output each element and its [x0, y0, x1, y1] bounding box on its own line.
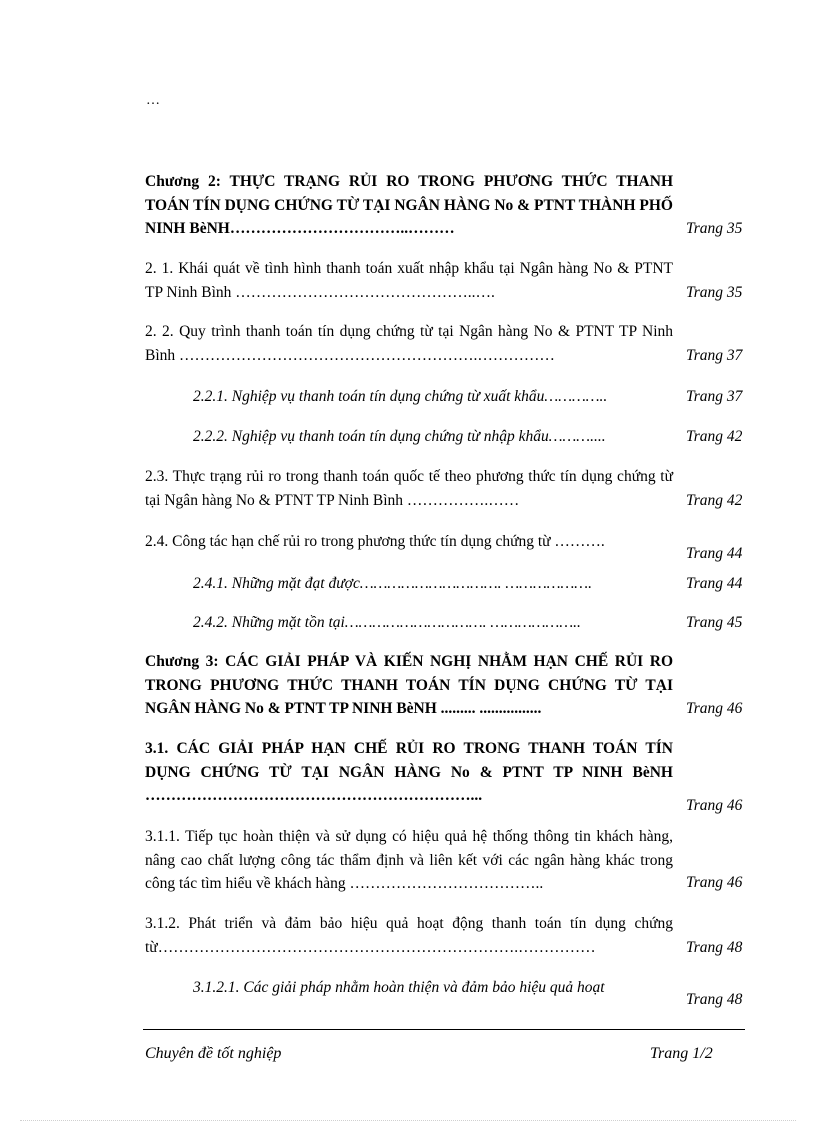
- toc-entry-page: Trang 42: [686, 428, 743, 445]
- toc-entry-text: 2. 1. Khái quát về tình hình thanh toán xuất nhập khẩu tại Ngân hàng No & PTNT TP Ninh Bình ………………………………………..….: [145, 260, 673, 301]
- toc-entry-text: 3.1.2. Phát triển và đảm bảo hiệu quả hoạt động thanh toán tín dụng chứng từ…………………………………………………………….……………: [145, 915, 673, 956]
- toc-entry-page: Trang 45: [686, 614, 743, 631]
- toc-entry-page: Trang 35: [686, 220, 743, 237]
- toc-entry-page: Trang 46: [686, 797, 743, 814]
- page-bottom-border: [20, 1120, 796, 1121]
- toc-entry-text: 2.4.2. Những mặt tồn tại…………………………. ………………..: [193, 614, 581, 631]
- toc-entry-page: Trang 46: [686, 700, 743, 717]
- toc-entry-page: Trang 44: [686, 545, 743, 562]
- footer-page-number: Trang 1/2: [650, 1045, 713, 1062]
- toc-entry-text: 3.1.2.1. Các giải pháp nhằm hoàn thiện và đảm bảo hiệu quả hoạt: [193, 979, 605, 996]
- footer-title: Chuyên đề tốt nghiệp: [145, 1045, 282, 1062]
- toc-entry-page: Trang 48: [686, 939, 743, 956]
- toc-entry-text: 2.3. Thực trạng rủi ro trong thanh toán quốc tế theo phương thức tín dụng chứng từ tại Ngân hàng No & PTNT TP Ninh Bình …………….……: [145, 468, 673, 509]
- toc-entry-text: 2.2.2. Nghiệp vụ thanh toán tín dụng chứng từ nhập khẩu………....: [193, 428, 606, 445]
- toc-entry-text: 3.1.1. Tiếp tục hoàn thiện và sử dụng có hiệu quả hệ thống thông tin khách hàng, nâng cao chất lượng công tác thẩm định và liên kết với các ngân hàng khác trong công tác tìm hiểu về khách hàng ………………………………..: [145, 828, 673, 892]
- toc-entry-page: Trang 46: [686, 874, 743, 891]
- toc-entry-text: Chương 2: THỰC TRẠNG RỦI RO TRONG PHƯƠNG THỨC THANH TOÁN TÍN DỤNG CHỨNG TỪ TẠI NGÂN HÀNG No & PTNT THÀNH PHỐ NINH BèNH……………………………..………: [145, 173, 673, 237]
- footer-divider: [143, 1029, 745, 1030]
- continuation-ellipsis: …: [146, 93, 161, 108]
- toc-entry-page: Trang 42: [686, 492, 743, 509]
- toc-entry-text: 2.2.1. Nghiệp vụ thanh toán tín dụng chứng từ xuất khẩu…………..: [193, 388, 608, 405]
- toc-entry-text: 2.4.1. Những mặt đạt được…………………………. ……………….: [193, 575, 592, 592]
- toc-entry-page: Trang 35: [686, 284, 743, 301]
- toc-entry-text: 2. 2. Quy trình thanh toán tín dụng chứng từ tại Ngân hàng No & PTNT TP Ninh Bình ………………………………………………….……………: [145, 323, 673, 364]
- toc-entry-page: Trang 37: [686, 347, 743, 364]
- toc-entry-text: 2.4. Công tác hạn chế rủi ro trong phương thức tín dụng chứng từ ……….: [145, 533, 605, 550]
- toc-entry-text: 3.1. CÁC GIẢI PHÁP HẠN CHẾ RỦI RO TRONG THANH TOÁN TÍN DỤNG CHỨNG TỪ TẠI NGÂN HÀNG No & PTNT TP NINH BèNH ………………………………………………………...: [145, 740, 673, 804]
- toc-entry-page: Trang 44: [686, 575, 743, 592]
- toc-entry-text: Chương 3: CÁC GIẢI PHÁP VÀ KIẾN NGHỊ NHẰM HẠN CHẾ RỦI RO TRONG PHƯƠNG THỨC THANH TOÁN TÍN DỤNG CHỨNG TỪ TẠI NGÂN HÀNG No & PTNT TP NINH BèNH ......... ................: [145, 653, 673, 717]
- toc-entry-page: Trang 48: [686, 991, 743, 1008]
- toc-entry-page: Trang 37: [686, 388, 743, 405]
